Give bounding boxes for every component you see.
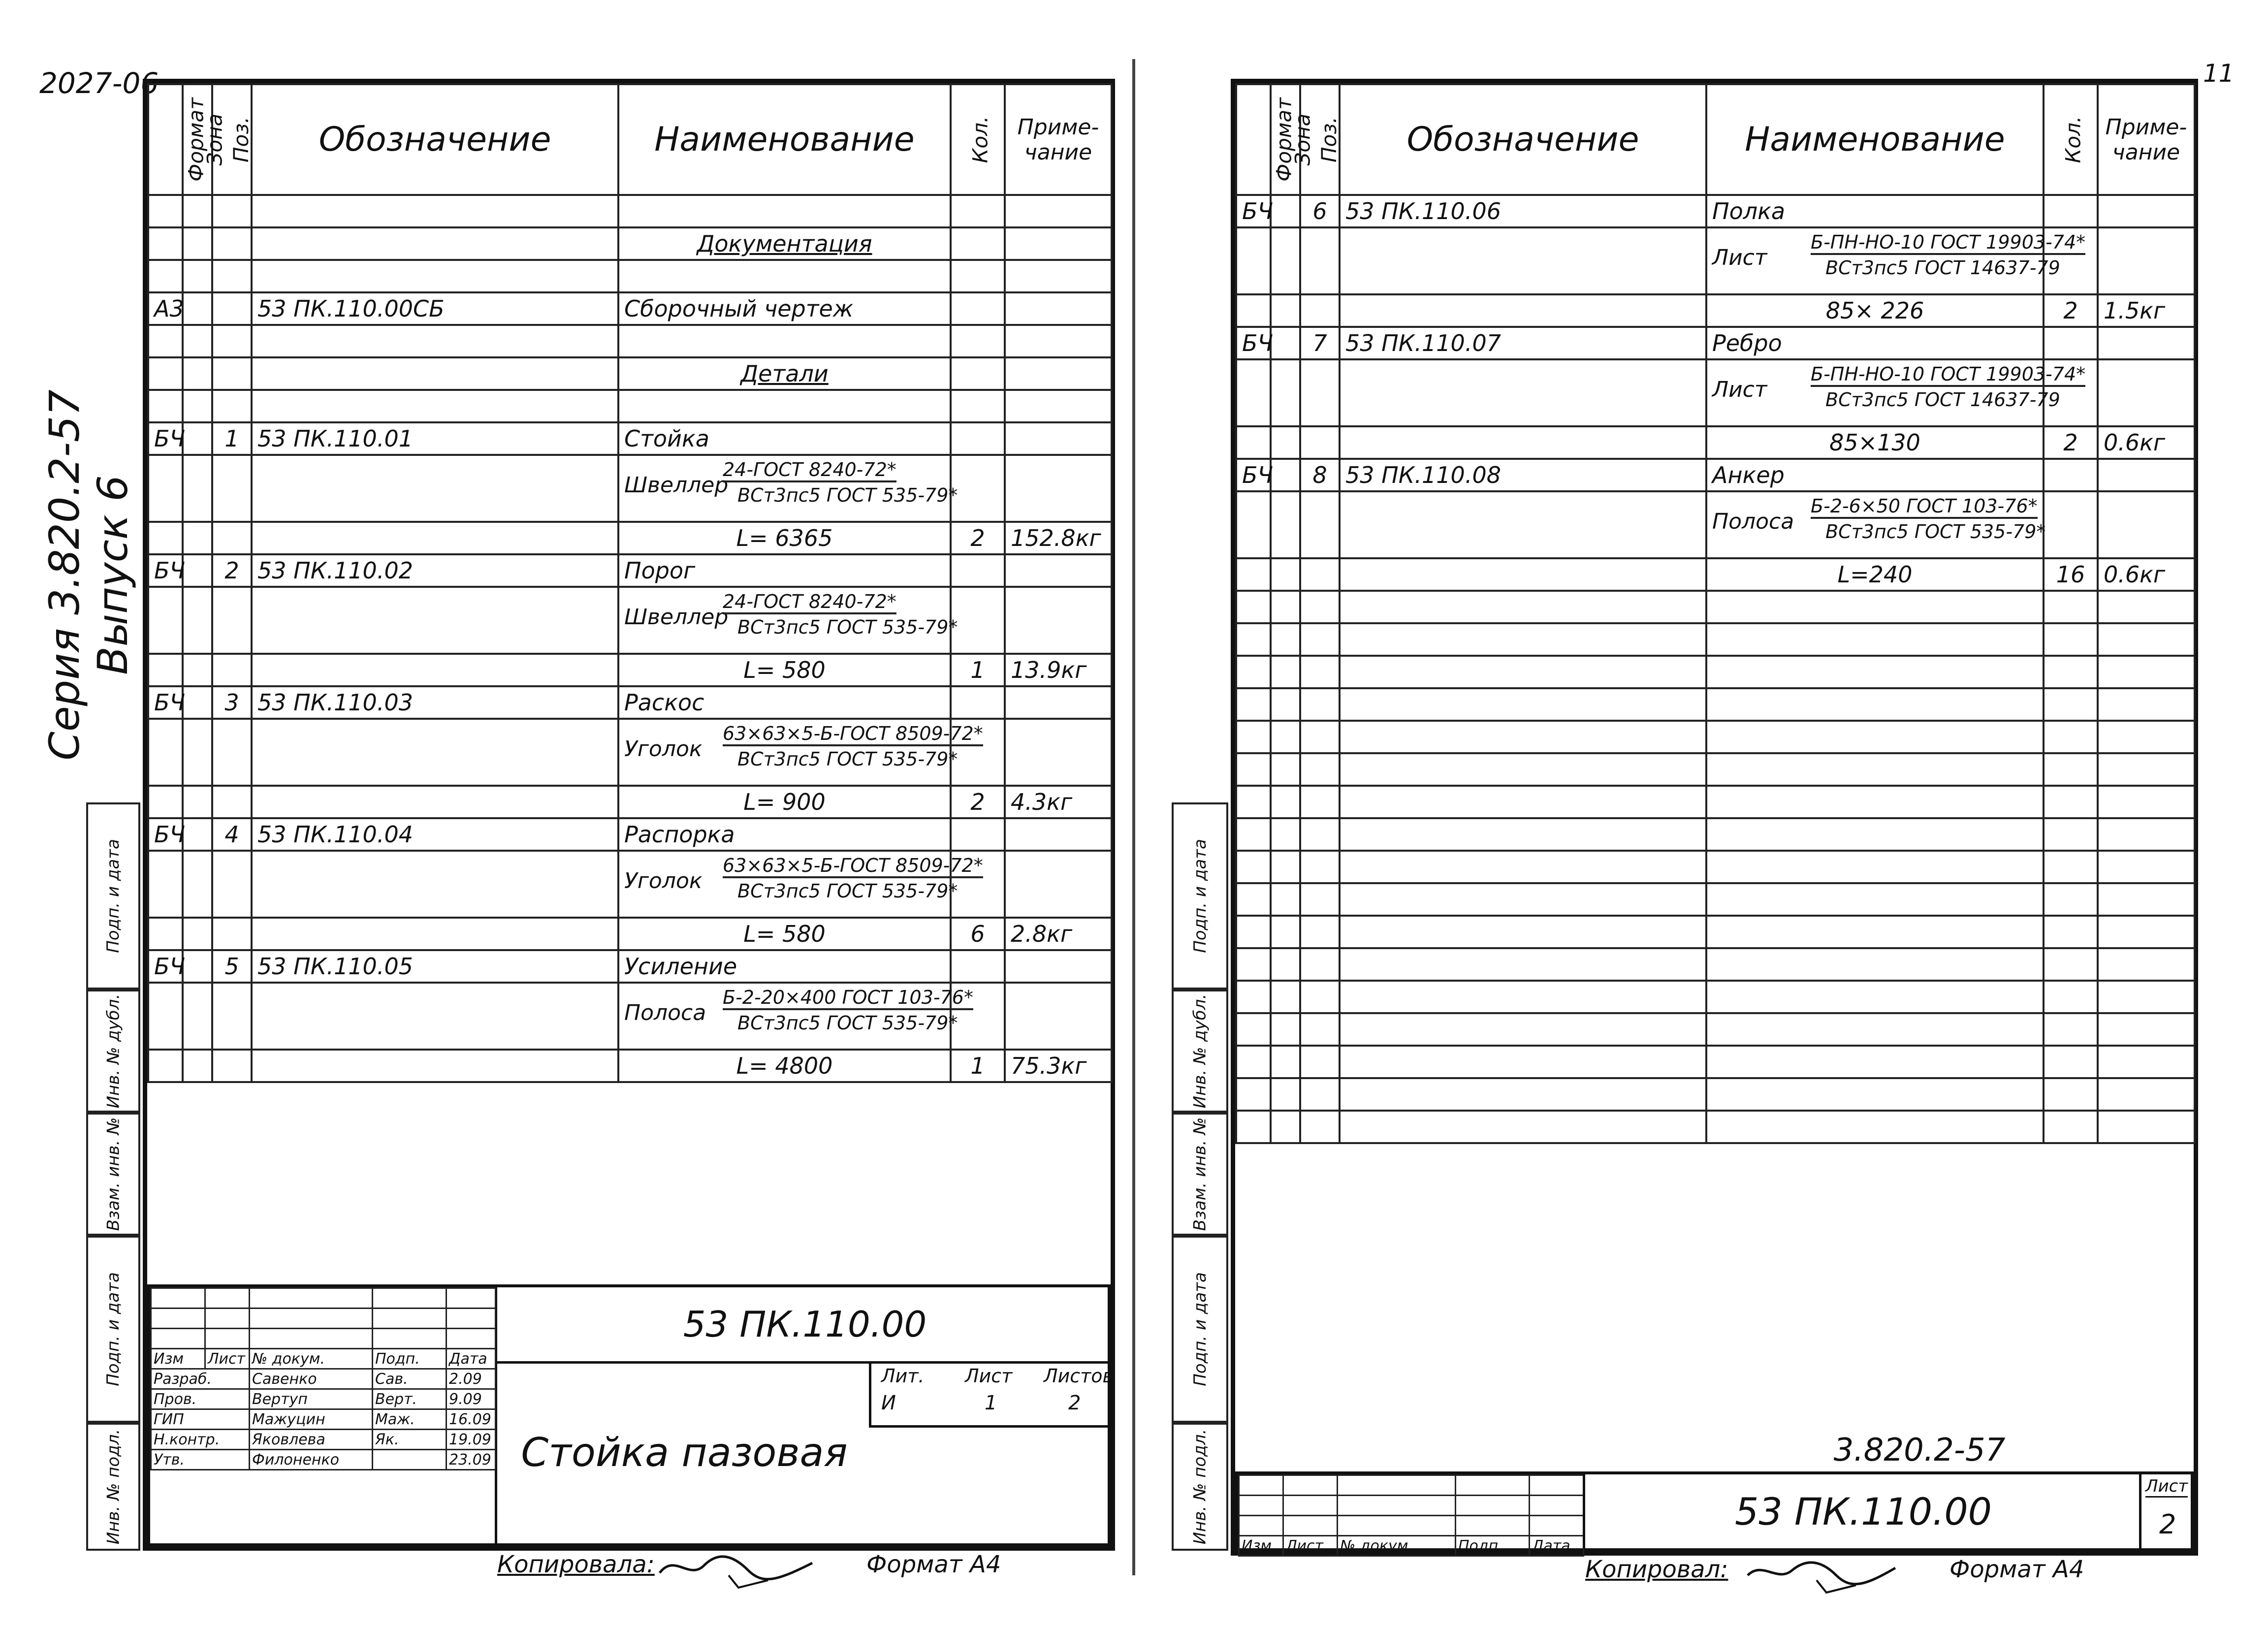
table-row bbox=[148, 918, 1112, 950]
cell-format bbox=[148, 918, 183, 950]
right-stamp-sheet-block bbox=[2139, 1474, 2196, 1548]
cell-zone bbox=[183, 686, 212, 719]
empty-row bbox=[1236, 656, 2195, 688]
cell-pos bbox=[212, 654, 252, 686]
header-zone: Зона bbox=[183, 84, 212, 195]
material-spec: Лист Б-ПН-НО-10 ГОСТ 19903-74* ВСт3пс5 ГОСТ 14637-79 bbox=[1712, 363, 2086, 411]
cell-name: Документация bbox=[618, 227, 951, 260]
right-stamp-grid bbox=[1238, 1474, 1584, 1557]
table-row bbox=[148, 950, 1112, 983]
cell-zone bbox=[1271, 195, 1300, 227]
cell-note: 2.8кг bbox=[1005, 918, 1112, 950]
side-label: Инв. № дубл. bbox=[86, 990, 140, 1113]
header-designation: Обозначение bbox=[252, 84, 618, 195]
cell-pos bbox=[212, 227, 252, 260]
left-header-row bbox=[148, 84, 1112, 195]
cell-qty bbox=[951, 195, 1005, 227]
cell-format: БЧ bbox=[148, 554, 183, 587]
right-series-number: 3.820.2-57 bbox=[1833, 1432, 2006, 1468]
cell-zone bbox=[1271, 558, 1300, 591]
empty-row bbox=[1236, 916, 2195, 948]
cell-designation bbox=[252, 325, 618, 357]
side-label: Подп. и дата bbox=[86, 1236, 140, 1423]
material-spec: Полоса Б-2-6×50 ГОСТ 103-76* ВСт3пс5 ГОСТ 535-79* bbox=[1712, 495, 2046, 543]
cell-zone bbox=[183, 1050, 212, 1082]
side-label: Взам. инв. № bbox=[86, 1113, 140, 1236]
right-title-block bbox=[1235, 1471, 2194, 1555]
cell-zone bbox=[183, 390, 212, 422]
table-row bbox=[148, 654, 1112, 686]
cell-name: Детали bbox=[618, 357, 951, 390]
cell-qty bbox=[2044, 459, 2098, 491]
left-copier-signature bbox=[655, 1546, 817, 1590]
cell-format: БЧ bbox=[148, 818, 183, 851]
cell-designation bbox=[1340, 294, 1706, 327]
cell-format: БЧ bbox=[148, 686, 183, 719]
cell-zone bbox=[1271, 459, 1300, 491]
cell-qty: 2 bbox=[2044, 426, 2098, 459]
cell-qty bbox=[951, 422, 1005, 455]
right-copier-signature bbox=[1743, 1551, 1900, 1595]
cell-note bbox=[1005, 422, 1112, 455]
cell-format: БЧ bbox=[1236, 195, 1271, 227]
cell-pos bbox=[1300, 426, 1340, 459]
side-label: Инв. № дубл. bbox=[1172, 990, 1228, 1113]
cell-zone bbox=[183, 654, 212, 686]
right-sheet-head: Лист bbox=[2145, 1476, 2188, 1498]
cell-zone bbox=[183, 818, 212, 851]
cell-pos bbox=[212, 292, 252, 325]
empty-row bbox=[1236, 623, 2195, 656]
side-label: Взам. инв. № bbox=[1172, 1113, 1228, 1236]
empty-row bbox=[1236, 591, 2195, 623]
cell-designation: 53 ПК.110.07 bbox=[1340, 327, 1706, 359]
cell-zone bbox=[1271, 327, 1300, 359]
cell-note bbox=[2098, 459, 2195, 491]
table-row bbox=[148, 522, 1112, 554]
table-row bbox=[148, 554, 1112, 587]
table-row bbox=[148, 786, 1112, 818]
empty-row bbox=[1236, 883, 2195, 916]
cell-name bbox=[618, 325, 951, 357]
cell-name bbox=[618, 390, 951, 422]
cell-pos: 8 bbox=[1300, 459, 1340, 491]
header-name: Наименование bbox=[1706, 84, 2044, 195]
cell-name: 85×130 bbox=[1706, 426, 2044, 459]
cell-zone bbox=[183, 950, 212, 983]
cell-format bbox=[148, 786, 183, 818]
empty-row bbox=[1236, 981, 2195, 1013]
material-spec: Швеллер 24-ГОСТ 8240-72* ВСт3пс5 ГОСТ 535-79* bbox=[624, 459, 958, 506]
empty-row bbox=[1236, 1078, 2195, 1111]
cell-format: БЧ bbox=[148, 422, 183, 455]
cell-note bbox=[2098, 195, 2195, 227]
cell-note bbox=[1005, 686, 1112, 719]
cell-format: БЧ bbox=[1236, 327, 1271, 359]
material-spec: Уголок 63×63×5-Б-ГОСТ 8509-72* ВСт3пс5 ГОСТ 535-79* bbox=[624, 723, 983, 770]
table-row bbox=[148, 587, 1112, 654]
cell-pos: 2 bbox=[212, 554, 252, 587]
left-stamp-title: Стойка пазовая bbox=[495, 1361, 871, 1543]
cell-pos bbox=[212, 522, 252, 554]
cell-designation bbox=[252, 260, 618, 292]
table-row bbox=[148, 983, 1112, 1050]
cell-designation bbox=[252, 522, 618, 554]
cell-designation: 53 ПК.110.02 bbox=[252, 554, 618, 587]
cell-zone bbox=[1271, 294, 1300, 327]
table-row bbox=[148, 195, 1112, 227]
cell-designation bbox=[252, 357, 618, 390]
table-row bbox=[1236, 195, 2195, 227]
cell-qty: 2 bbox=[951, 786, 1005, 818]
left-side-strip bbox=[86, 802, 140, 1551]
cell-pos bbox=[212, 390, 252, 422]
cell-note bbox=[1005, 195, 1112, 227]
cell-zone bbox=[183, 554, 212, 587]
cell-name: Сборочный чертеж bbox=[618, 292, 951, 325]
cell-pos bbox=[212, 260, 252, 292]
cell-format bbox=[148, 1050, 183, 1082]
cell-note bbox=[1005, 292, 1112, 325]
cell-qty: 2 bbox=[2044, 294, 2098, 327]
stamp-person-row: Утв. Филоненко 23.09 bbox=[151, 1450, 496, 1470]
lit-value: И bbox=[881, 1392, 896, 1414]
table-row bbox=[1236, 426, 2195, 459]
cell-pos: 4 bbox=[212, 818, 252, 851]
cell-qty: 1 bbox=[951, 654, 1005, 686]
side-label: Инв. № подл. bbox=[86, 1423, 140, 1551]
cell-name: Стойка bbox=[618, 422, 951, 455]
cell-zone bbox=[183, 786, 212, 818]
table-row bbox=[148, 422, 1112, 455]
cell-zone bbox=[183, 292, 212, 325]
right-sheet-value: 2 bbox=[2159, 1509, 2176, 1540]
cell-name bbox=[618, 260, 951, 292]
table-row bbox=[148, 455, 1112, 522]
cell-name: 85× 226 bbox=[1706, 294, 2044, 327]
cell-designation bbox=[252, 786, 618, 818]
cell-name: Ребро bbox=[1706, 327, 2044, 359]
cell-name: Анкер bbox=[1706, 459, 2044, 491]
left-stamp-col-heads: Изм Лист № докум. Подп. Дата bbox=[151, 1349, 496, 1369]
cell-note bbox=[1005, 260, 1112, 292]
table-row bbox=[148, 1050, 1112, 1082]
cell-name: Раскос bbox=[618, 686, 951, 719]
header-note: Приме-чание bbox=[1005, 84, 1112, 195]
cell-qty bbox=[951, 357, 1005, 390]
cell-format bbox=[148, 325, 183, 357]
header-designation: Обозначение bbox=[1340, 84, 1706, 195]
header-zone: Зона bbox=[1271, 84, 1300, 195]
cell-qty: 1 bbox=[951, 1050, 1005, 1082]
cell-name: L= 6365 bbox=[618, 522, 951, 554]
empty-row bbox=[1236, 1046, 2195, 1078]
stamp-person-row: Н.контр. Яковлева Як. 19.09 bbox=[151, 1430, 496, 1450]
empty-row bbox=[1236, 786, 2195, 818]
table-row bbox=[148, 818, 1112, 851]
side-label: Подп. и дата bbox=[1172, 1236, 1228, 1423]
header-format: Формат bbox=[148, 84, 183, 195]
table-row bbox=[1236, 294, 2195, 327]
stamp-person-row: Разраб. Савенко Сав. 2.09 bbox=[151, 1369, 496, 1389]
cell-pos bbox=[212, 786, 252, 818]
left-stamp-lit-block bbox=[869, 1361, 1113, 1428]
cell-zone bbox=[183, 918, 212, 950]
table-row bbox=[148, 686, 1112, 719]
cell-format bbox=[1236, 294, 1271, 327]
cell-zone bbox=[183, 357, 212, 390]
right-stamp-col-heads: Изм Лист № докум. Подп. Дата bbox=[1239, 1536, 1584, 1556]
empty-row bbox=[1236, 688, 2195, 721]
cell-note: 0.6кг bbox=[2098, 426, 2195, 459]
cell-designation: 53 ПК.110.01 bbox=[252, 422, 618, 455]
sheets-head: Листов bbox=[1044, 1365, 1114, 1387]
cell-note bbox=[1005, 554, 1112, 587]
table-row bbox=[148, 851, 1112, 918]
material-spec: Лист Б-ПН-НО-10 ГОСТ 19903-74* ВСт3пс5 ГОСТ 14637-79 bbox=[1712, 231, 2086, 279]
cell-pos: 1 bbox=[212, 422, 252, 455]
cell-qty: 2 bbox=[951, 522, 1005, 554]
cell-name: Усиление bbox=[618, 950, 951, 983]
cell-designation: 53 ПК.110.06 bbox=[1340, 195, 1706, 227]
table-row bbox=[1236, 359, 2195, 426]
cell-format bbox=[148, 654, 183, 686]
cell-format bbox=[1236, 426, 1271, 459]
left-title-block bbox=[147, 1284, 1114, 1546]
cell-format bbox=[148, 227, 183, 260]
cell-name: Распорка bbox=[618, 818, 951, 851]
empty-row bbox=[1236, 1111, 2195, 1143]
cell-designation bbox=[252, 654, 618, 686]
cell-zone bbox=[183, 260, 212, 292]
cell-qty bbox=[951, 686, 1005, 719]
table-row bbox=[148, 325, 1112, 357]
cell-note: 0.6кг bbox=[2098, 558, 2195, 591]
empty-row bbox=[1236, 818, 2195, 851]
cell-note bbox=[1005, 227, 1112, 260]
stamp-person-row: Пров. Вертуп Верт. 9.09 bbox=[151, 1389, 496, 1409]
cell-note bbox=[1005, 390, 1112, 422]
series-label: Серия 3.820.2-57 Выпуск 6 bbox=[40, 389, 137, 761]
cell-pos: 5 bbox=[212, 950, 252, 983]
cell-designation: 53 ПК.110.03 bbox=[252, 686, 618, 719]
header-name: Наименование bbox=[618, 84, 951, 195]
empty-row bbox=[1236, 851, 2195, 883]
cell-pos: 7 bbox=[1300, 327, 1340, 359]
cell-format: БЧ bbox=[1236, 459, 1271, 491]
right-copied-label: Копировал: bbox=[1585, 1556, 1728, 1583]
cell-designation bbox=[252, 918, 618, 950]
sheet-divider bbox=[1132, 59, 1135, 1575]
corner-sheet-number: 11 bbox=[2203, 59, 2235, 88]
header-format: Формат bbox=[1236, 84, 1271, 195]
cell-zone bbox=[183, 422, 212, 455]
cell-qty: 6 bbox=[951, 918, 1005, 950]
cell-format bbox=[148, 390, 183, 422]
cell-format bbox=[148, 260, 183, 292]
sheet-head: Лист bbox=[965, 1365, 1013, 1387]
left-stamp-people bbox=[150, 1287, 496, 1470]
left-copied-label: Копировала: bbox=[497, 1551, 655, 1578]
cell-name: Полка bbox=[1706, 195, 2044, 227]
cell-designation bbox=[1340, 426, 1706, 459]
right-header-row bbox=[1236, 84, 2195, 195]
table-row bbox=[1236, 491, 2195, 558]
side-label: Инв. № подл. bbox=[1172, 1423, 1228, 1551]
cell-zone bbox=[1271, 426, 1300, 459]
side-label: Подп. и дата bbox=[1172, 802, 1228, 990]
cell-name: L=240 bbox=[1706, 558, 2044, 591]
cell-pos: 3 bbox=[212, 686, 252, 719]
cell-note: 4.3кг bbox=[1005, 786, 1112, 818]
cell-pos bbox=[212, 1050, 252, 1082]
cell-name: L= 580 bbox=[618, 654, 951, 686]
material-spec: Полоса Б-2-20×400 ГОСТ 103-76* ВСт3пс5 ГОСТ 535-79* bbox=[624, 987, 973, 1034]
cell-qty bbox=[951, 390, 1005, 422]
cell-name: L= 4800 bbox=[618, 1050, 951, 1082]
header-qty: Кол. bbox=[951, 84, 1005, 195]
header-pos: Поз. bbox=[1300, 84, 1340, 195]
cell-qty bbox=[951, 950, 1005, 983]
table-row bbox=[148, 260, 1112, 292]
sheets-value: 2 bbox=[1068, 1392, 1081, 1414]
stamp-person-row: ГИП Мажуцин Маж. 16.09 bbox=[151, 1409, 496, 1430]
cell-note bbox=[2098, 327, 2195, 359]
cell-note: 13.9кг bbox=[1005, 654, 1112, 686]
cell-designation bbox=[252, 1050, 618, 1082]
cell-designation: 53 ПК.110.00СБ bbox=[252, 292, 618, 325]
cell-format bbox=[148, 195, 183, 227]
lit-head: Лит. bbox=[881, 1365, 925, 1387]
empty-row bbox=[1236, 1013, 2195, 1046]
cell-note bbox=[1005, 357, 1112, 390]
material-spec: Уголок 63×63×5-Б-ГОСТ 8509-72* ВСт3пс5 ГОСТ 535-79* bbox=[624, 855, 983, 902]
header-qty: Кол. bbox=[2044, 84, 2098, 195]
cell-qty bbox=[951, 292, 1005, 325]
cell-qty bbox=[951, 554, 1005, 587]
cell-zone bbox=[183, 325, 212, 357]
cell-qty bbox=[2044, 327, 2098, 359]
table-row bbox=[1236, 227, 2195, 294]
cell-qty bbox=[951, 227, 1005, 260]
cell-designation bbox=[252, 227, 618, 260]
table-row bbox=[148, 719, 1112, 786]
cell-note: 75.3кг bbox=[1005, 1050, 1112, 1082]
table-row bbox=[148, 292, 1112, 325]
cell-qty bbox=[951, 325, 1005, 357]
empty-row bbox=[1236, 753, 2195, 786]
side-label: Подп. и дата bbox=[86, 802, 140, 990]
cell-designation: 53 ПК.110.04 bbox=[252, 818, 618, 851]
cell-format bbox=[148, 357, 183, 390]
left-format-label: Формат А4 bbox=[866, 1551, 1001, 1578]
cell-format bbox=[148, 522, 183, 554]
table-row bbox=[1236, 327, 2195, 359]
left-spec-table bbox=[147, 83, 1113, 1083]
header-note: Приме-чание bbox=[2098, 84, 2195, 195]
empty-row bbox=[1236, 948, 2195, 981]
cell-note: 152.8кг bbox=[1005, 522, 1112, 554]
cell-format bbox=[1236, 558, 1271, 591]
cell-pos bbox=[212, 325, 252, 357]
cell-zone bbox=[183, 195, 212, 227]
right-stamp-code: 53 ПК.110.00 bbox=[1583, 1474, 2141, 1548]
document-number: 2027-06 bbox=[39, 66, 159, 100]
material-spec: Швеллер 24-ГОСТ 8240-72* ВСт3пс5 ГОСТ 535-79* bbox=[624, 591, 958, 638]
cell-designation bbox=[252, 390, 618, 422]
left-sheet bbox=[143, 79, 1115, 1551]
cell-pos bbox=[212, 195, 252, 227]
cell-pos bbox=[212, 357, 252, 390]
cell-qty bbox=[951, 818, 1005, 851]
right-sheet bbox=[1231, 79, 2198, 1556]
cell-format: А3 bbox=[148, 292, 183, 325]
cell-designation: 53 ПК.110.08 bbox=[1340, 459, 1706, 491]
cell-format: БЧ bbox=[148, 950, 183, 983]
cell-pos: 6 bbox=[1300, 195, 1340, 227]
cell-pos bbox=[1300, 294, 1340, 327]
table-row bbox=[1236, 459, 2195, 491]
cell-note: 1.5кг bbox=[2098, 294, 2195, 327]
table-row bbox=[148, 357, 1112, 390]
cell-designation bbox=[252, 195, 618, 227]
cell-designation bbox=[1340, 558, 1706, 591]
right-spec-table bbox=[1235, 83, 2196, 1144]
cell-qty: 16 bbox=[2044, 558, 2098, 591]
cell-name: L= 580 bbox=[618, 918, 951, 950]
table-row bbox=[148, 390, 1112, 422]
cell-zone bbox=[183, 227, 212, 260]
right-side-strip bbox=[1172, 802, 1228, 1551]
cell-designation: 53 ПК.110.05 bbox=[252, 950, 618, 983]
cell-zone bbox=[183, 522, 212, 554]
series-label-wrap bbox=[40, 389, 137, 761]
cell-name: L= 900 bbox=[618, 786, 951, 818]
cell-note bbox=[1005, 950, 1112, 983]
left-stamp-code: 53 ПК.110.00 bbox=[495, 1287, 1113, 1364]
cell-qty bbox=[951, 260, 1005, 292]
header-pos: Поз. bbox=[212, 84, 252, 195]
cell-name bbox=[618, 195, 951, 227]
table-row bbox=[148, 227, 1112, 260]
cell-pos bbox=[212, 918, 252, 950]
right-format-label: Формат А4 bbox=[1949, 1556, 2084, 1583]
cell-pos bbox=[1300, 558, 1340, 591]
empty-row bbox=[1236, 721, 2195, 753]
cell-qty bbox=[2044, 195, 2098, 227]
cell-note bbox=[1005, 325, 1112, 357]
sheet-value: 1 bbox=[985, 1392, 997, 1414]
table-row bbox=[1236, 558, 2195, 591]
cell-name: Порог bbox=[618, 554, 951, 587]
cell-note bbox=[1005, 818, 1112, 851]
